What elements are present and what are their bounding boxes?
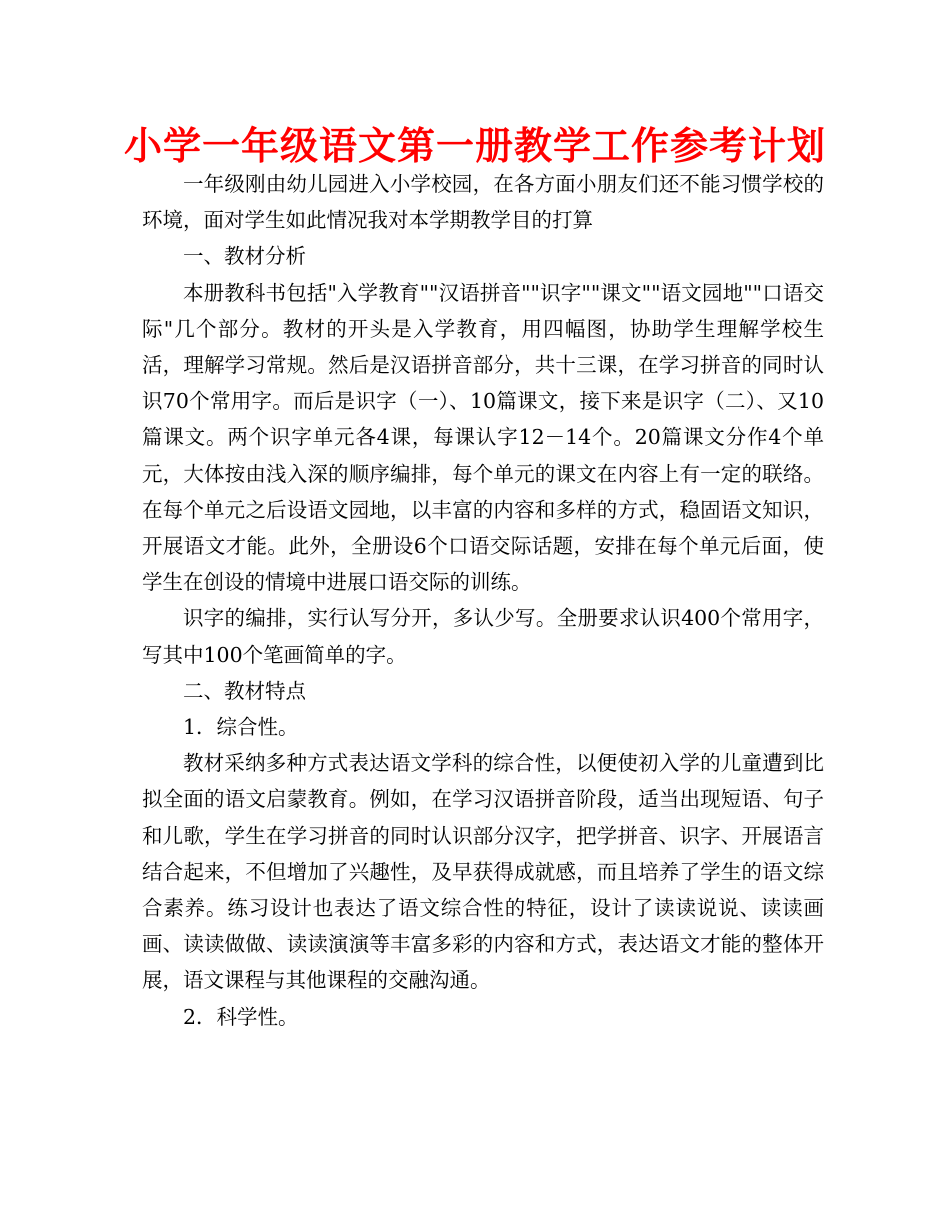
section-heading-textbook-analysis: 一、教材分析: [183, 244, 306, 269]
intro-paragraph: 一年级刚由幼儿园进入小学校园，在各方面小朋友们还不能习惯学校的环境，面对学生如此情况我对本学期教学目的打算: [142, 172, 824, 233]
document-body: [142, 166, 824, 1035]
subheading-comprehensiveness: 1．综合性。: [183, 715, 299, 740]
document-title: 小学一年级语文第一册教学工作参考计划: [123, 124, 826, 168]
section-heading-textbook-features: 二、教材特点: [183, 678, 306, 703]
literacy-arrangement-paragraph: 识字的编排，实行认写分开，多认少写。全册要求认识400个常用字，写其中100个笔画简单的字。: [142, 606, 824, 667]
subheading-scientific-nature: 2．科学性。: [183, 1004, 299, 1029]
comprehensiveness-paragraph: 教材采纳多种方式表达语文学科的综合性，以便使初入学的儿童遭到比拟全面的语文启蒙教育。例如，在学习汉语拼音阶段，适当出现短语、句子和儿歌，学生在学习拼音的同时认识部分汉字，把学拼音、识字、开展语言结合起来，不但增加了兴趣性，及早获得成就感，而且培养了学生的语文综合素养。练习设计也表达了语文综合性的特征，设计了读读说说、读读画画、读读做做、读读演演等丰富多彩的内容和方式，表达语文才能的整体开展，语文课程与其他课程的交融沟通。: [142, 751, 824, 993]
textbook-analysis-paragraph: 本册教科书包括"入学教育""汉语拼音""识字""课文""语文园地""口语交际"几个部分。教材的开头是入学教育，用四幅图，协助学生理解学校生活，理解学习常规。然后是汉语拼音部分，共十三课，在学习拼音的同时认识70个常用字。而后是识字（一）、10篇课文，接下来是识字（二）、又10篇课文。两个识字单元各4课，每课认字12－14个。20篇课文分作4个单元，大体按由浅入深的顺序编排，每个单元的课文在内容上有一定的联络。在每个单元之后设语文园地，以丰富的内容和多样的方式，稳固语文知识，开展语文才能。此外，全册设6个口语交际话题，安排在每个单元后面，使学生在创设的情境中进展口语交际的训练。: [142, 280, 824, 595]
